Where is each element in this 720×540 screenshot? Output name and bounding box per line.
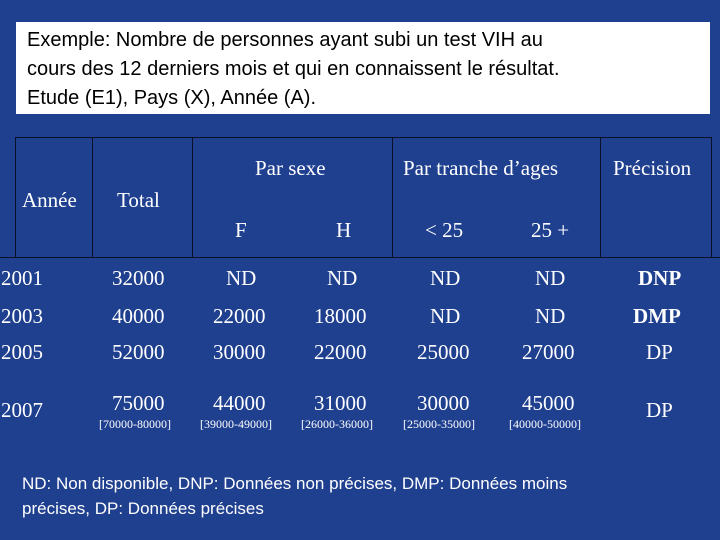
row-2007-h: 31000 xyxy=(314,391,367,415)
row-2005-ge25: 27000 xyxy=(522,340,575,364)
row-2003-ge25: ND xyxy=(535,304,566,328)
legend-footnote xyxy=(22,471,702,521)
row-2005-lt25: 25000 xyxy=(417,340,470,364)
row-2007-f-range: [39000-49000] xyxy=(200,417,272,431)
row-2007-ge25: 45000 xyxy=(522,391,575,415)
row-2005-total: 52000 xyxy=(112,340,165,364)
header-par-tranche: Par tranche d’ages xyxy=(403,156,559,180)
row-2003-total: 40000 xyxy=(112,304,165,328)
row-2007-precision: DP xyxy=(646,398,673,422)
footnote-line-2: précises, DP: Données précises xyxy=(22,499,264,518)
title-line-3: Etude (E1), Pays (X), Année (A). xyxy=(27,87,317,109)
row-2007-lt25: 30000 xyxy=(417,391,470,415)
row-2005-h: 22000 xyxy=(314,340,367,364)
row-2001-ge25: ND xyxy=(535,266,566,290)
table-top-border xyxy=(15,137,711,138)
row-2003-precision: DMP xyxy=(633,304,681,328)
row-2001-precision: DNP xyxy=(638,266,682,290)
header-lt25: < 25 xyxy=(425,218,464,242)
title-line-2: cours des 12 derniers mois et qui en connaissent le résultat. xyxy=(27,58,560,80)
row-2001-annee: 2001 xyxy=(1,266,43,290)
header-precision: Précision xyxy=(613,156,692,180)
table-border-right xyxy=(711,137,712,257)
row-2007-h-range: [26000-36000] xyxy=(301,417,373,431)
row-2007-annee: 2007 xyxy=(1,398,43,422)
row-2003-lt25: ND xyxy=(430,304,461,328)
table-header-divider xyxy=(0,257,720,258)
table-border-annee xyxy=(15,137,16,257)
row-2003-f: 22000 xyxy=(213,304,266,328)
table-border-sexe xyxy=(192,137,193,257)
header-annee: Année xyxy=(22,188,77,212)
row-2005-f: 30000 xyxy=(213,340,266,364)
table-border-precision xyxy=(600,137,601,257)
header-ge25: 25 + xyxy=(531,218,570,242)
row-2001-h: ND xyxy=(327,266,358,290)
row-2007-ge25-range: [40000-50000] xyxy=(509,417,581,431)
header-h: H xyxy=(336,218,352,242)
footnote-line-1: ND: Non disponible, DNP: Données non précises, DMP: Données moins xyxy=(22,474,568,493)
header-total: Total xyxy=(117,188,160,212)
row-2005-precision: DP xyxy=(646,340,673,364)
row-2007-lt25-range: [25000-35000] xyxy=(403,417,475,431)
header-f: F xyxy=(235,218,247,242)
row-2001-f: ND xyxy=(226,266,257,290)
table-border-total xyxy=(92,137,93,257)
row-2005-annee: 2005 xyxy=(1,340,43,364)
row-2003-h: 18000 xyxy=(314,304,367,328)
row-2007-total: 75000 xyxy=(112,391,165,415)
title-line-1: Exemple: Nombre de personnes ayant subi un test VIH au xyxy=(27,29,543,51)
row-2007-f: 44000 xyxy=(213,391,266,415)
row-2001-total: 32000 xyxy=(112,266,165,290)
row-2001-lt25: ND xyxy=(430,266,461,290)
row-2007-total-range: [70000-80000] xyxy=(99,417,171,431)
header-par-sexe: Par sexe xyxy=(255,156,326,180)
table-border-tranche xyxy=(392,137,393,257)
row-2003-annee: 2003 xyxy=(1,304,43,328)
